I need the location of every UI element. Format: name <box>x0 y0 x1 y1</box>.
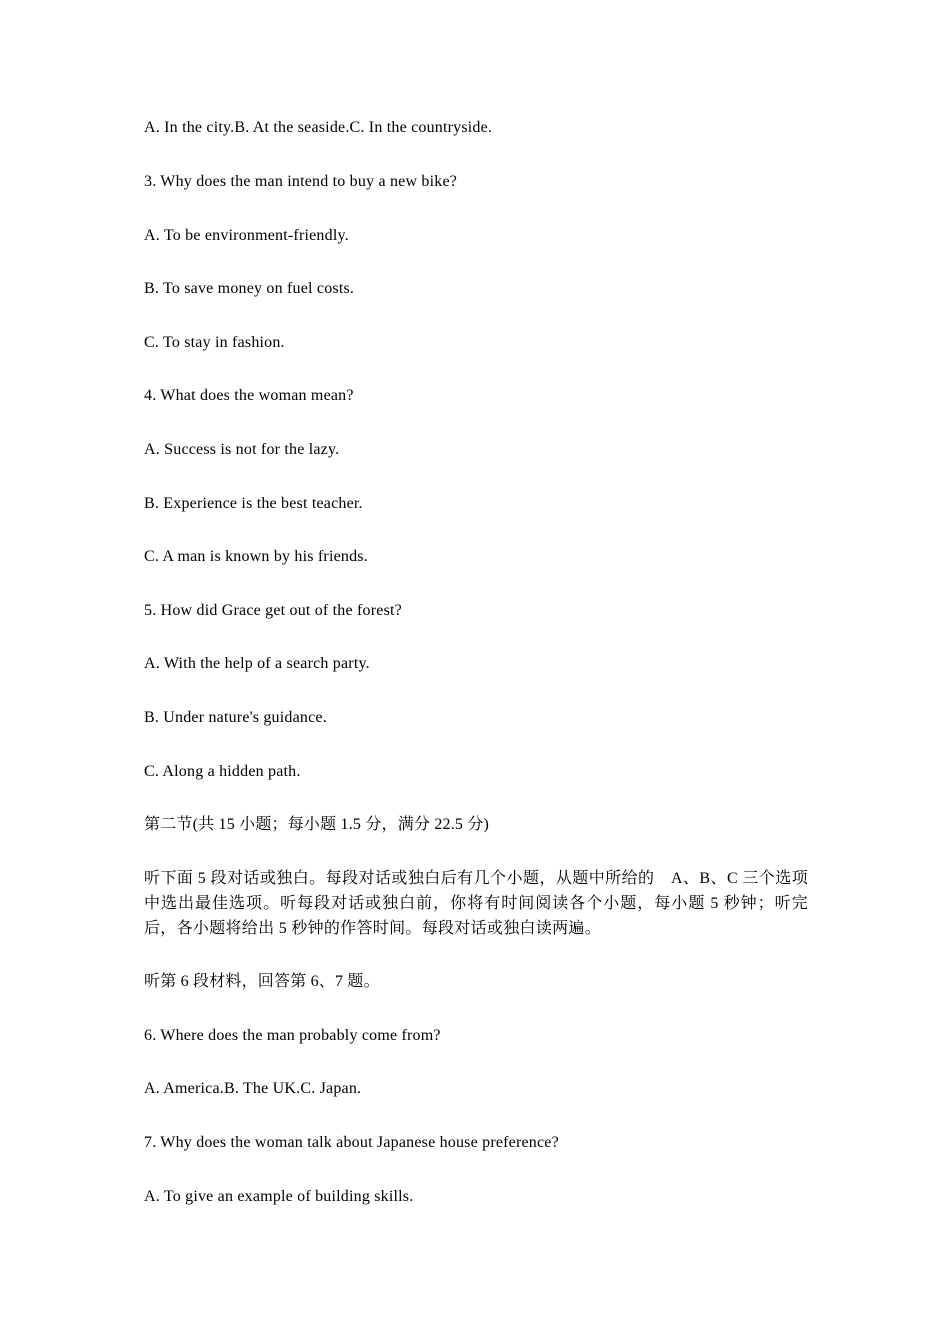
option-4c: C. A man is known by his friends. <box>144 548 368 565</box>
option-4b: B. Experience is the best teacher. <box>144 495 363 512</box>
question-6: 6. Where does the man probably come from? <box>144 1027 441 1044</box>
options-q2: A. In the city.B. At the seaside.C. In the countryside. <box>144 119 493 136</box>
option-3b: B. To save money on fuel costs. <box>144 280 355 297</box>
question-3: 3. Why does the man intend to buy a new bike? <box>144 173 458 190</box>
options-q6: A. America.B. The UK.C. Japan. <box>144 1080 362 1097</box>
option-5a: A. With the help of a search party. <box>144 655 370 672</box>
question-4: 4. What does the woman mean? <box>144 387 354 404</box>
option-7a: A. To give an example of building skills. <box>144 1188 414 1205</box>
option-4a: A. Success is not for the lazy. <box>144 441 340 458</box>
option-5c: C. Along a hidden path. <box>144 763 301 780</box>
section-instructions: 听下面 5 段对话或独白。每段对话或独白后有几个小题，从题中所给的 A、B、C 三个选项中选出最佳选项。听每段对话或独白前，你将有时间阅读各个小题，每小题 5 秒钟；听完后，各小题将给出 5 秒钟的作答时间。每段对话或独白读两遍。 <box>144 870 808 937</box>
question-7: 7. Why does the woman talk about Japanese house preference? <box>144 1134 559 1151</box>
question-5: 5. How did Grace get out of the forest? <box>144 602 402 619</box>
section-heading: 第二节(共 15 小题；每小题 1.5 分，满分 22.5 分) <box>144 816 490 833</box>
material-6-instruction: 听第 6 段材料，回答第 6、7 题。 <box>144 973 380 990</box>
option-5b: B. Under nature's guidance. <box>144 709 327 726</box>
option-3a: A. To be environment-friendly. <box>144 227 349 244</box>
option-3c: C. To stay in fashion. <box>144 334 285 351</box>
